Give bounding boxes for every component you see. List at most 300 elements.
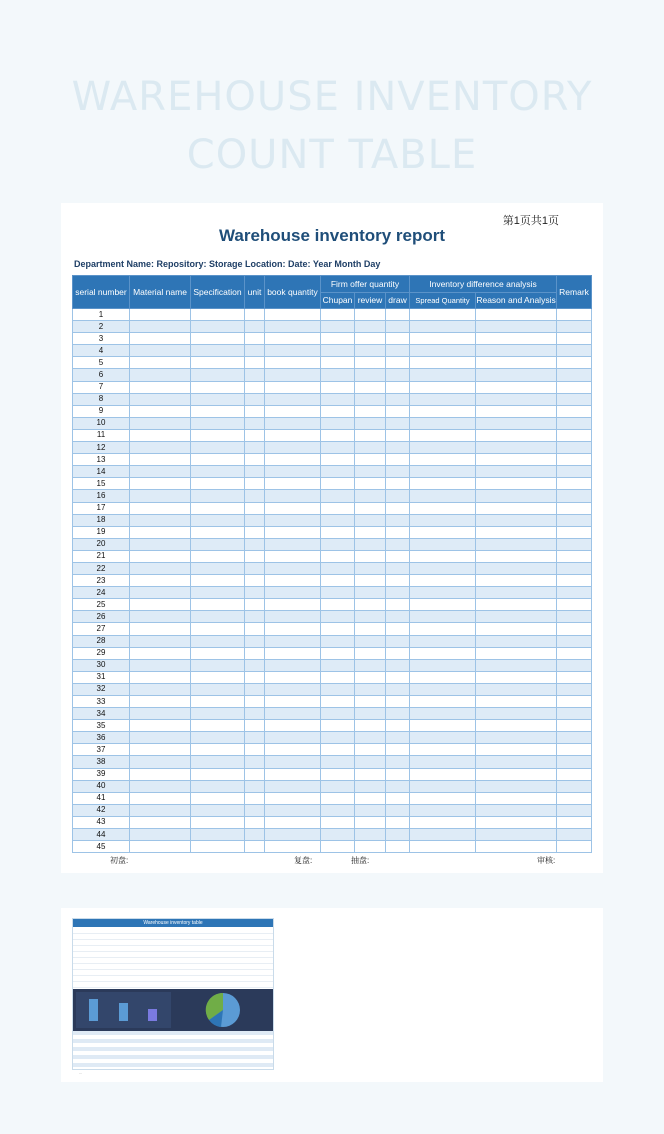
table-cell[interactable] <box>476 829 557 841</box>
table-cell[interactable] <box>386 780 410 792</box>
table-cell[interactable] <box>557 562 592 574</box>
table-cell[interactable] <box>410 393 476 405</box>
table-cell[interactable] <box>245 333 265 345</box>
table-cell[interactable] <box>265 405 321 417</box>
table-cell[interactable] <box>386 841 410 853</box>
table-cell[interactable] <box>355 490 386 502</box>
table-cell[interactable] <box>386 490 410 502</box>
table-cell[interactable] <box>355 587 386 599</box>
table-cell[interactable] <box>265 587 321 599</box>
table-cell[interactable] <box>557 671 592 683</box>
table-cell[interactable] <box>355 829 386 841</box>
table-cell[interactable] <box>476 393 557 405</box>
table-cell[interactable] <box>191 575 245 587</box>
table-cell[interactable] <box>557 683 592 695</box>
table-cell[interactable] <box>386 623 410 635</box>
table-cell[interactable] <box>130 550 191 562</box>
serial-cell[interactable]: 32 <box>73 683 130 695</box>
table-cell[interactable] <box>355 502 386 514</box>
table-cell[interactable] <box>410 744 476 756</box>
table-cell[interactable] <box>321 466 355 478</box>
table-cell[interactable] <box>265 502 321 514</box>
serial-cell[interactable]: 13 <box>73 454 130 466</box>
table-cell[interactable] <box>130 635 191 647</box>
table-cell[interactable] <box>321 587 355 599</box>
table-cell[interactable] <box>410 345 476 357</box>
table-cell[interactable] <box>476 768 557 780</box>
table-cell[interactable] <box>191 780 245 792</box>
table-cell[interactable] <box>130 816 191 828</box>
table-cell[interactable] <box>265 829 321 841</box>
table-cell[interactable] <box>557 804 592 816</box>
table-cell[interactable] <box>410 611 476 623</box>
serial-cell[interactable]: 24 <box>73 587 130 599</box>
table-cell[interactable] <box>557 345 592 357</box>
table-cell[interactable] <box>191 611 245 623</box>
table-cell[interactable] <box>410 526 476 538</box>
table-cell[interactable] <box>321 696 355 708</box>
table-cell[interactable] <box>321 550 355 562</box>
table-cell[interactable] <box>130 381 191 393</box>
table-cell[interactable] <box>130 756 191 768</box>
serial-cell[interactable]: 10 <box>73 417 130 429</box>
table-cell[interactable] <box>410 466 476 478</box>
table-cell[interactable] <box>386 405 410 417</box>
table-cell[interactable] <box>557 490 592 502</box>
table-cell[interactable] <box>476 333 557 345</box>
table-cell[interactable] <box>557 732 592 744</box>
table-cell[interactable] <box>386 829 410 841</box>
table-cell[interactable] <box>321 575 355 587</box>
table-cell[interactable] <box>386 381 410 393</box>
table-cell[interactable] <box>130 562 191 574</box>
table-cell[interactable] <box>130 514 191 526</box>
table-cell[interactable] <box>355 345 386 357</box>
table-cell[interactable] <box>355 442 386 454</box>
serial-cell[interactable]: 36 <box>73 732 130 744</box>
table-cell[interactable] <box>557 442 592 454</box>
table-cell[interactable] <box>130 466 191 478</box>
table-cell[interactable] <box>476 587 557 599</box>
table-cell[interactable] <box>476 575 557 587</box>
table-cell[interactable] <box>386 696 410 708</box>
table-cell[interactable] <box>557 599 592 611</box>
table-cell[interactable] <box>386 417 410 429</box>
serial-cell[interactable]: 22 <box>73 562 130 574</box>
table-cell[interactable] <box>386 768 410 780</box>
table-cell[interactable] <box>386 454 410 466</box>
table-cell[interactable] <box>265 841 321 853</box>
table-cell[interactable] <box>410 405 476 417</box>
table-cell[interactable] <box>245 345 265 357</box>
table-cell[interactable] <box>130 538 191 550</box>
table-cell[interactable] <box>476 611 557 623</box>
table-cell[interactable] <box>321 841 355 853</box>
table-cell[interactable] <box>557 708 592 720</box>
table-cell[interactable] <box>245 720 265 732</box>
table-cell[interactable] <box>410 756 476 768</box>
table-cell[interactable] <box>245 502 265 514</box>
serial-cell[interactable]: 17 <box>73 502 130 514</box>
table-cell[interactable] <box>386 562 410 574</box>
table-cell[interactable] <box>130 768 191 780</box>
table-cell[interactable] <box>355 478 386 490</box>
table-cell[interactable] <box>557 659 592 671</box>
table-cell[interactable] <box>321 683 355 695</box>
table-cell[interactable] <box>476 732 557 744</box>
table-cell[interactable] <box>130 321 191 333</box>
table-cell[interactable] <box>355 466 386 478</box>
table-cell[interactable] <box>476 405 557 417</box>
table-cell[interactable] <box>245 732 265 744</box>
table-cell[interactable] <box>191 405 245 417</box>
table-cell[interactable] <box>476 635 557 647</box>
serial-cell[interactable]: 20 <box>73 538 130 550</box>
serial-cell[interactable]: 45 <box>73 841 130 853</box>
table-cell[interactable] <box>386 575 410 587</box>
table-cell[interactable] <box>130 417 191 429</box>
serial-cell[interactable]: 33 <box>73 696 130 708</box>
table-cell[interactable] <box>355 393 386 405</box>
table-cell[interactable] <box>386 526 410 538</box>
table-cell[interactable] <box>355 369 386 381</box>
table-cell[interactable] <box>557 768 592 780</box>
table-cell[interactable] <box>410 502 476 514</box>
table-cell[interactable] <box>191 514 245 526</box>
table-cell[interactable] <box>130 708 191 720</box>
table-cell[interactable] <box>386 708 410 720</box>
serial-cell[interactable]: 35 <box>73 720 130 732</box>
table-cell[interactable] <box>130 599 191 611</box>
table-cell[interactable] <box>386 671 410 683</box>
serial-cell[interactable]: 3 <box>73 333 130 345</box>
table-cell[interactable] <box>476 345 557 357</box>
table-cell[interactable] <box>476 696 557 708</box>
table-cell[interactable] <box>355 381 386 393</box>
table-cell[interactable] <box>265 466 321 478</box>
table-cell[interactable] <box>476 514 557 526</box>
serial-cell[interactable]: 12 <box>73 442 130 454</box>
table-cell[interactable] <box>476 550 557 562</box>
table-cell[interactable] <box>191 478 245 490</box>
table-cell[interactable] <box>265 333 321 345</box>
table-cell[interactable] <box>410 490 476 502</box>
table-cell[interactable] <box>386 792 410 804</box>
table-cell[interactable] <box>410 429 476 441</box>
table-cell[interactable] <box>410 671 476 683</box>
table-cell[interactable] <box>476 381 557 393</box>
table-cell[interactable] <box>130 696 191 708</box>
table-cell[interactable] <box>245 381 265 393</box>
table-cell[interactable] <box>321 309 355 321</box>
table-cell[interactable] <box>245 587 265 599</box>
serial-cell[interactable]: 7 <box>73 381 130 393</box>
table-cell[interactable] <box>245 744 265 756</box>
table-cell[interactable] <box>245 429 265 441</box>
table-cell[interactable] <box>191 550 245 562</box>
table-cell[interactable] <box>265 623 321 635</box>
table-cell[interactable] <box>321 490 355 502</box>
table-cell[interactable] <box>130 405 191 417</box>
table-cell[interactable] <box>245 442 265 454</box>
table-cell[interactable] <box>245 575 265 587</box>
table-cell[interactable] <box>191 357 245 369</box>
table-cell[interactable] <box>557 550 592 562</box>
table-cell[interactable] <box>321 768 355 780</box>
table-cell[interactable] <box>130 502 191 514</box>
table-cell[interactable] <box>130 490 191 502</box>
table-cell[interactable] <box>265 708 321 720</box>
table-cell[interactable] <box>321 321 355 333</box>
table-cell[interactable] <box>410 550 476 562</box>
table-cell[interactable] <box>410 732 476 744</box>
table-cell[interactable] <box>355 708 386 720</box>
table-cell[interactable] <box>191 429 245 441</box>
table-cell[interactable] <box>386 514 410 526</box>
table-cell[interactable] <box>245 538 265 550</box>
table-cell[interactable] <box>476 708 557 720</box>
table-cell[interactable] <box>355 538 386 550</box>
table-cell[interactable] <box>191 309 245 321</box>
table-cell[interactable] <box>191 659 245 671</box>
table-cell[interactable] <box>386 599 410 611</box>
table-cell[interactable] <box>130 611 191 623</box>
table-cell[interactable] <box>191 756 245 768</box>
table-cell[interactable] <box>355 841 386 853</box>
table-cell[interactable] <box>245 550 265 562</box>
table-cell[interactable] <box>386 804 410 816</box>
table-cell[interactable] <box>245 454 265 466</box>
table-cell[interactable] <box>557 623 592 635</box>
table-cell[interactable] <box>355 768 386 780</box>
serial-cell[interactable]: 14 <box>73 466 130 478</box>
table-cell[interactable] <box>191 708 245 720</box>
table-cell[interactable] <box>245 816 265 828</box>
table-cell[interactable] <box>557 744 592 756</box>
table-cell[interactable] <box>130 478 191 490</box>
table-cell[interactable] <box>386 756 410 768</box>
table-cell[interactable] <box>130 623 191 635</box>
table-cell[interactable] <box>321 744 355 756</box>
template-thumbnail-card[interactable] <box>61 908 603 1082</box>
table-cell[interactable] <box>321 804 355 816</box>
table-cell[interactable] <box>410 478 476 490</box>
table-cell[interactable] <box>410 381 476 393</box>
table-cell[interactable] <box>410 587 476 599</box>
table-cell[interactable] <box>130 720 191 732</box>
table-cell[interactable] <box>191 587 245 599</box>
table-cell[interactable] <box>191 671 245 683</box>
table-cell[interactable] <box>410 357 476 369</box>
table-cell[interactable] <box>386 720 410 732</box>
table-cell[interactable] <box>130 454 191 466</box>
table-cell[interactable] <box>265 683 321 695</box>
table-cell[interactable] <box>265 804 321 816</box>
table-cell[interactable] <box>410 333 476 345</box>
table-cell[interactable] <box>191 333 245 345</box>
table-cell[interactable] <box>410 683 476 695</box>
table-cell[interactable] <box>557 381 592 393</box>
table-cell[interactable] <box>245 671 265 683</box>
table-cell[interactable] <box>191 490 245 502</box>
table-cell[interactable] <box>321 635 355 647</box>
table-cell[interactable] <box>191 381 245 393</box>
table-cell[interactable] <box>557 816 592 828</box>
table-cell[interactable] <box>130 345 191 357</box>
table-cell[interactable] <box>386 393 410 405</box>
table-cell[interactable] <box>557 829 592 841</box>
serial-cell[interactable]: 21 <box>73 550 130 562</box>
table-cell[interactable] <box>321 599 355 611</box>
table-cell[interactable] <box>321 647 355 659</box>
table-cell[interactable] <box>355 780 386 792</box>
table-cell[interactable] <box>476 792 557 804</box>
serial-cell[interactable]: 34 <box>73 708 130 720</box>
table-cell[interactable] <box>265 369 321 381</box>
table-cell[interactable] <box>355 804 386 816</box>
table-cell[interactable] <box>321 659 355 671</box>
table-cell[interactable] <box>130 780 191 792</box>
table-cell[interactable] <box>265 321 321 333</box>
table-cell[interactable] <box>245 466 265 478</box>
table-cell[interactable] <box>130 671 191 683</box>
table-cell[interactable] <box>410 829 476 841</box>
table-cell[interactable] <box>386 683 410 695</box>
table-cell[interactable] <box>265 792 321 804</box>
table-cell[interactable] <box>321 526 355 538</box>
table-cell[interactable] <box>265 550 321 562</box>
table-cell[interactable] <box>265 454 321 466</box>
table-cell[interactable] <box>191 454 245 466</box>
table-cell[interactable] <box>245 696 265 708</box>
table-cell[interactable] <box>410 792 476 804</box>
table-cell[interactable] <box>410 309 476 321</box>
table-cell[interactable] <box>355 647 386 659</box>
table-cell[interactable] <box>557 478 592 490</box>
table-cell[interactable] <box>191 696 245 708</box>
table-cell[interactable] <box>476 526 557 538</box>
table-cell[interactable] <box>265 417 321 429</box>
table-cell[interactable] <box>245 708 265 720</box>
table-cell[interactable] <box>245 526 265 538</box>
table-cell[interactable] <box>245 405 265 417</box>
table-cell[interactable] <box>355 683 386 695</box>
table-cell[interactable] <box>321 442 355 454</box>
table-cell[interactable] <box>355 514 386 526</box>
table-cell[interactable] <box>557 635 592 647</box>
table-cell[interactable] <box>265 720 321 732</box>
table-cell[interactable] <box>557 792 592 804</box>
table-cell[interactable] <box>245 478 265 490</box>
table-cell[interactable] <box>245 792 265 804</box>
table-cell[interactable] <box>191 635 245 647</box>
table-cell[interactable] <box>130 526 191 538</box>
table-cell[interactable] <box>191 732 245 744</box>
serial-cell[interactable]: 39 <box>73 768 130 780</box>
table-cell[interactable] <box>476 321 557 333</box>
table-cell[interactable] <box>386 309 410 321</box>
table-cell[interactable] <box>355 671 386 683</box>
table-cell[interactable] <box>355 562 386 574</box>
table-cell[interactable] <box>245 514 265 526</box>
table-cell[interactable] <box>410 369 476 381</box>
serial-cell[interactable]: 44 <box>73 829 130 841</box>
table-cell[interactable] <box>191 526 245 538</box>
table-cell[interactable] <box>191 792 245 804</box>
table-cell[interactable] <box>410 816 476 828</box>
table-cell[interactable] <box>386 333 410 345</box>
table-cell[interactable] <box>386 816 410 828</box>
table-cell[interactable] <box>265 381 321 393</box>
table-cell[interactable] <box>476 357 557 369</box>
table-cell[interactable] <box>191 466 245 478</box>
serial-cell[interactable]: 28 <box>73 635 130 647</box>
table-cell[interactable] <box>191 804 245 816</box>
table-cell[interactable] <box>321 538 355 550</box>
table-cell[interactable] <box>191 417 245 429</box>
table-cell[interactable] <box>355 756 386 768</box>
table-cell[interactable] <box>321 357 355 369</box>
table-cell[interactable] <box>321 623 355 635</box>
table-cell[interactable] <box>265 575 321 587</box>
serial-cell[interactable]: 5 <box>73 357 130 369</box>
table-cell[interactable] <box>557 309 592 321</box>
table-cell[interactable] <box>557 369 592 381</box>
table-cell[interactable] <box>265 599 321 611</box>
table-cell[interactable] <box>355 599 386 611</box>
table-cell[interactable] <box>191 369 245 381</box>
table-cell[interactable] <box>265 780 321 792</box>
table-cell[interactable] <box>130 829 191 841</box>
table-cell[interactable] <box>245 417 265 429</box>
table-cell[interactable] <box>410 659 476 671</box>
table-cell[interactable] <box>321 720 355 732</box>
table-cell[interactable] <box>476 309 557 321</box>
table-cell[interactable] <box>245 841 265 853</box>
table-cell[interactable] <box>410 321 476 333</box>
table-cell[interactable] <box>265 538 321 550</box>
table-cell[interactable] <box>410 575 476 587</box>
table-cell[interactable] <box>130 333 191 345</box>
table-cell[interactable] <box>321 611 355 623</box>
table-cell[interactable] <box>355 792 386 804</box>
table-cell[interactable] <box>265 744 321 756</box>
table-cell[interactable] <box>386 538 410 550</box>
serial-cell[interactable]: 2 <box>73 321 130 333</box>
table-cell[interactable] <box>130 792 191 804</box>
table-cell[interactable] <box>265 526 321 538</box>
table-cell[interactable] <box>191 599 245 611</box>
table-cell[interactable] <box>191 647 245 659</box>
table-cell[interactable] <box>191 502 245 514</box>
table-cell[interactable] <box>321 369 355 381</box>
serial-cell[interactable]: 18 <box>73 514 130 526</box>
table-cell[interactable] <box>321 502 355 514</box>
table-cell[interactable] <box>355 732 386 744</box>
table-cell[interactable] <box>355 526 386 538</box>
serial-cell[interactable]: 40 <box>73 780 130 792</box>
table-cell[interactable] <box>355 429 386 441</box>
table-cell[interactable] <box>410 623 476 635</box>
table-cell[interactable] <box>386 369 410 381</box>
table-cell[interactable] <box>321 405 355 417</box>
table-cell[interactable] <box>557 321 592 333</box>
table-cell[interactable] <box>355 333 386 345</box>
table-cell[interactable] <box>130 309 191 321</box>
table-cell[interactable] <box>355 321 386 333</box>
table-cell[interactable] <box>386 429 410 441</box>
table-cell[interactable] <box>355 623 386 635</box>
